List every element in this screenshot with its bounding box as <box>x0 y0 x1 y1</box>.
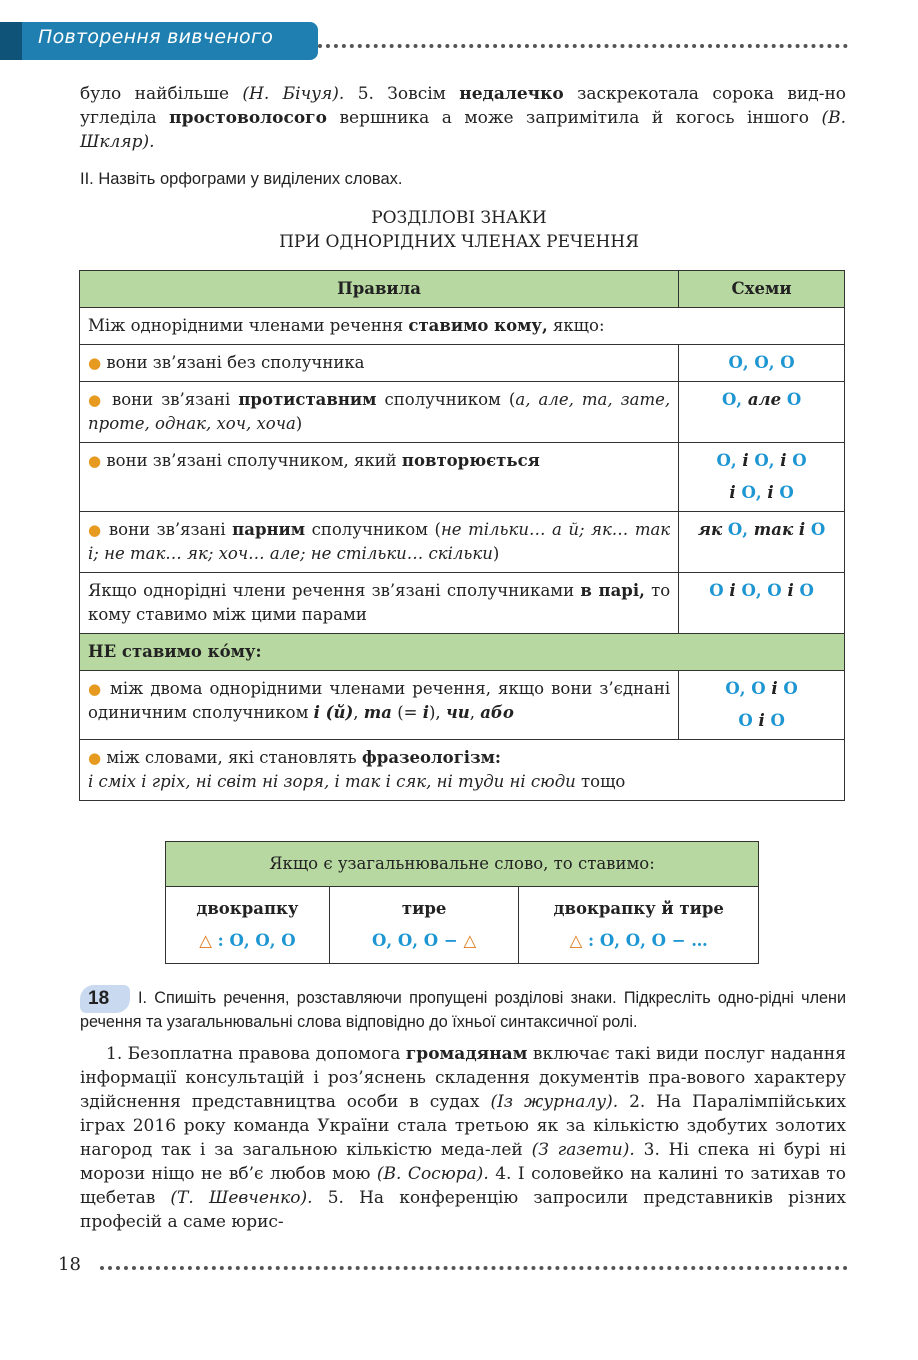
rule-no-comma-header: НЕ ставимо ко́му: <box>80 634 845 671</box>
punctuation-rules-table <box>79 270 845 801</box>
triangle-icon: △ <box>569 931 583 950</box>
triangle-icon: △ <box>199 931 212 950</box>
bullet-icon: ● <box>88 680 103 698</box>
table-row <box>80 671 845 740</box>
rule-cell: ● вони зв’язані протиставним сполучником (а, але, та, зате, проте, однак, хоч, хоча) <box>80 382 679 443</box>
bullet-icon: ● <box>88 391 104 409</box>
colon-dash-cell: двокрапку й тире △ : О, О, О − … <box>519 887 759 964</box>
dash-cell: тире О, О, О − △ <box>329 887 519 964</box>
page-number: 18 <box>58 1254 81 1275</box>
header-accent <box>0 22 22 60</box>
table-row <box>80 345 845 382</box>
table-row <box>80 512 845 573</box>
rule-cell: Якщо однорідні члени речення зв’язані сполучниками в парі, то кому ставимо між цими парами <box>80 573 679 634</box>
bullet-icon: ● <box>88 521 103 539</box>
section-title-line1: РОЗДІЛОВІ ЗНАКИ <box>371 208 547 228</box>
scheme-cell: О, О, О <box>679 345 845 382</box>
table-row <box>166 887 759 964</box>
sub-table-header: Якщо є узагальнювальне слово, то ставимо: <box>166 842 759 887</box>
rule-cell: ● вони зв’язані сполучником, який повторюється <box>80 443 679 512</box>
rule-cell: ● між двома однорідними членами речення, якщо вони з’єднані одиничним сполучником і (й), та (= і), чи, або <box>80 671 679 740</box>
generalizing-word-table <box>165 841 759 964</box>
table-row <box>80 443 845 512</box>
table-row <box>80 634 845 671</box>
header-dotted-line <box>318 44 848 48</box>
header-schemes: Схеми <box>679 271 845 308</box>
scheme-cell: О, О і О О і О <box>679 671 845 740</box>
scheme-cell: О і О, О і О <box>679 573 845 634</box>
exercise-text: 1. Безоплатна правова допомога громадянам включає такі види послуг надання інформації консультацій і роз’яснень складення документів пра-вового характеру здійснення представництва особи в судах (Із журналу). 2. На Паралімпійських іграх 2016 року команда України стала третьою як за кількістю здобутих золотих нагород так і за загальною кількістю меда-лей (З газети). 3. Ні спека ні бурі ні морози ніщо не вб’є любов мою (В. Сосюра). 4. І соловейко на калині то затихав то щебетав (Т. Шевченко). 5. На конференцію запросили представників різних професій а саме юрис- <box>80 1044 847 1232</box>
rule-cell: ● вони зв’язані без сполучника <box>80 345 679 382</box>
rule-idiom: ● між словами, які становлять фразеологізм: і сміх і гріх, ні світ ні зоря, і так і сяк, ні туди ні сюди тощо <box>80 740 845 801</box>
table-row <box>80 308 845 345</box>
bullet-icon: ● <box>88 749 102 767</box>
exercise-number: 18 <box>88 988 110 1009</box>
table-row <box>80 382 845 443</box>
header-rules: Правила <box>80 271 679 308</box>
section-title-line2: ПРИ ОДНОРІДНИХ ЧЛЕНАХ РЕЧЕННЯ <box>279 232 639 252</box>
header-title: Повторення вивченого <box>38 26 274 48</box>
footer-dotted-line <box>100 1266 848 1270</box>
table-header-row <box>166 842 759 887</box>
table-row <box>80 573 845 634</box>
bullet-icon: ● <box>88 452 102 470</box>
table-header-row <box>80 271 845 308</box>
bullet-icon: ● <box>88 354 102 372</box>
task-instruction: II. Назвіть орфограми у виділених словах. <box>80 170 403 188</box>
scheme-cell: О, але О <box>679 382 845 443</box>
scheme-cell: О, і О, і О і О, і О <box>679 443 845 512</box>
triangle-icon: △ <box>463 931 477 950</box>
exercise-task: I. Спишіть речення, розставляючи пропущені розділові знаки. Підкресліть одно-рідні члени речення та узагальнювальні слова відповідно до їхньої синтаксичної ролі. <box>80 989 846 1031</box>
rule-comma-intro: Між однорідними членами речення ставимо кому, якщо: <box>80 308 845 345</box>
table-row <box>80 740 845 801</box>
colon-cell: двокрапку △ : О, О, О <box>166 887 330 964</box>
scheme-cell: як О, так і О <box>679 512 845 573</box>
intro-paragraph: було найбільше (Н. Бічуя). 5. Зовсім недалечко заскрекотала сорока вид-но угледіла простоволосого вершника а може запримітила й когось іншого (В. Шкляр). <box>80 84 847 152</box>
rule-cell: ● вони зв’язані парним сполучником (не тільки… а й; як… так і; не так… як; хоч… але; не стільки… скільки) <box>80 512 679 573</box>
